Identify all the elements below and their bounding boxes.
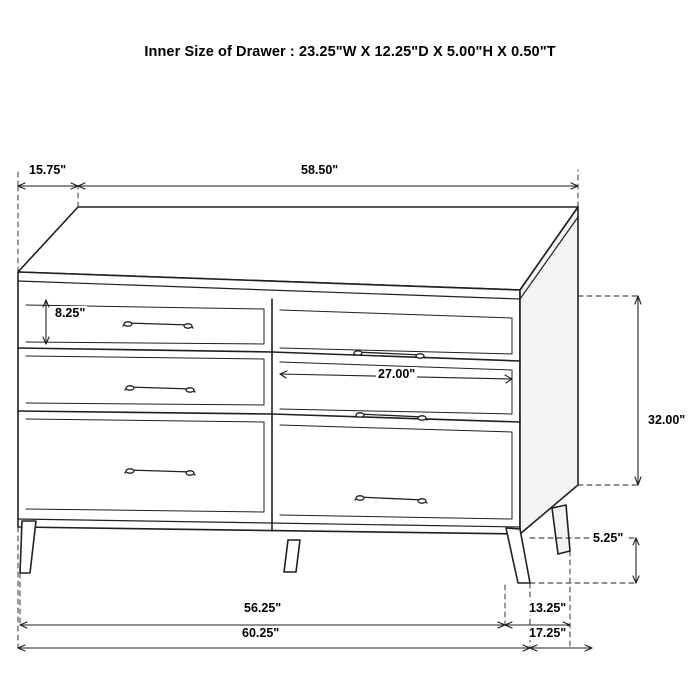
dim-label-base-inner-depth: 13.25" bbox=[529, 601, 567, 615]
dim-label-base-inner-width: 56.25" bbox=[244, 601, 282, 615]
dim-label-base-outer-width: 60.25" bbox=[242, 626, 280, 640]
dim-label-drawer-width: 27.00" bbox=[378, 367, 416, 381]
dim-label-leg-height: 5.25" bbox=[593, 531, 624, 545]
dim-label-width-top: 58.50" bbox=[301, 163, 339, 177]
dim-label-overall-height: 32.00" bbox=[648, 413, 686, 427]
leg-back-right bbox=[552, 505, 570, 554]
dim-label-depth-top: 15.75" bbox=[29, 163, 67, 177]
leg-front-right bbox=[506, 528, 530, 583]
leg-center-back bbox=[284, 540, 300, 572]
dresser-front-face bbox=[18, 272, 520, 534]
leg-front-left bbox=[20, 521, 36, 573]
dim-label-drawer-height: 8.25" bbox=[55, 306, 86, 320]
page-title: Inner Size of Drawer : 23.25"W X 12.25"D X 5.00"H X 0.50"T bbox=[144, 44, 556, 60]
dim-label-base-outer-depth: 17.25" bbox=[529, 626, 567, 640]
